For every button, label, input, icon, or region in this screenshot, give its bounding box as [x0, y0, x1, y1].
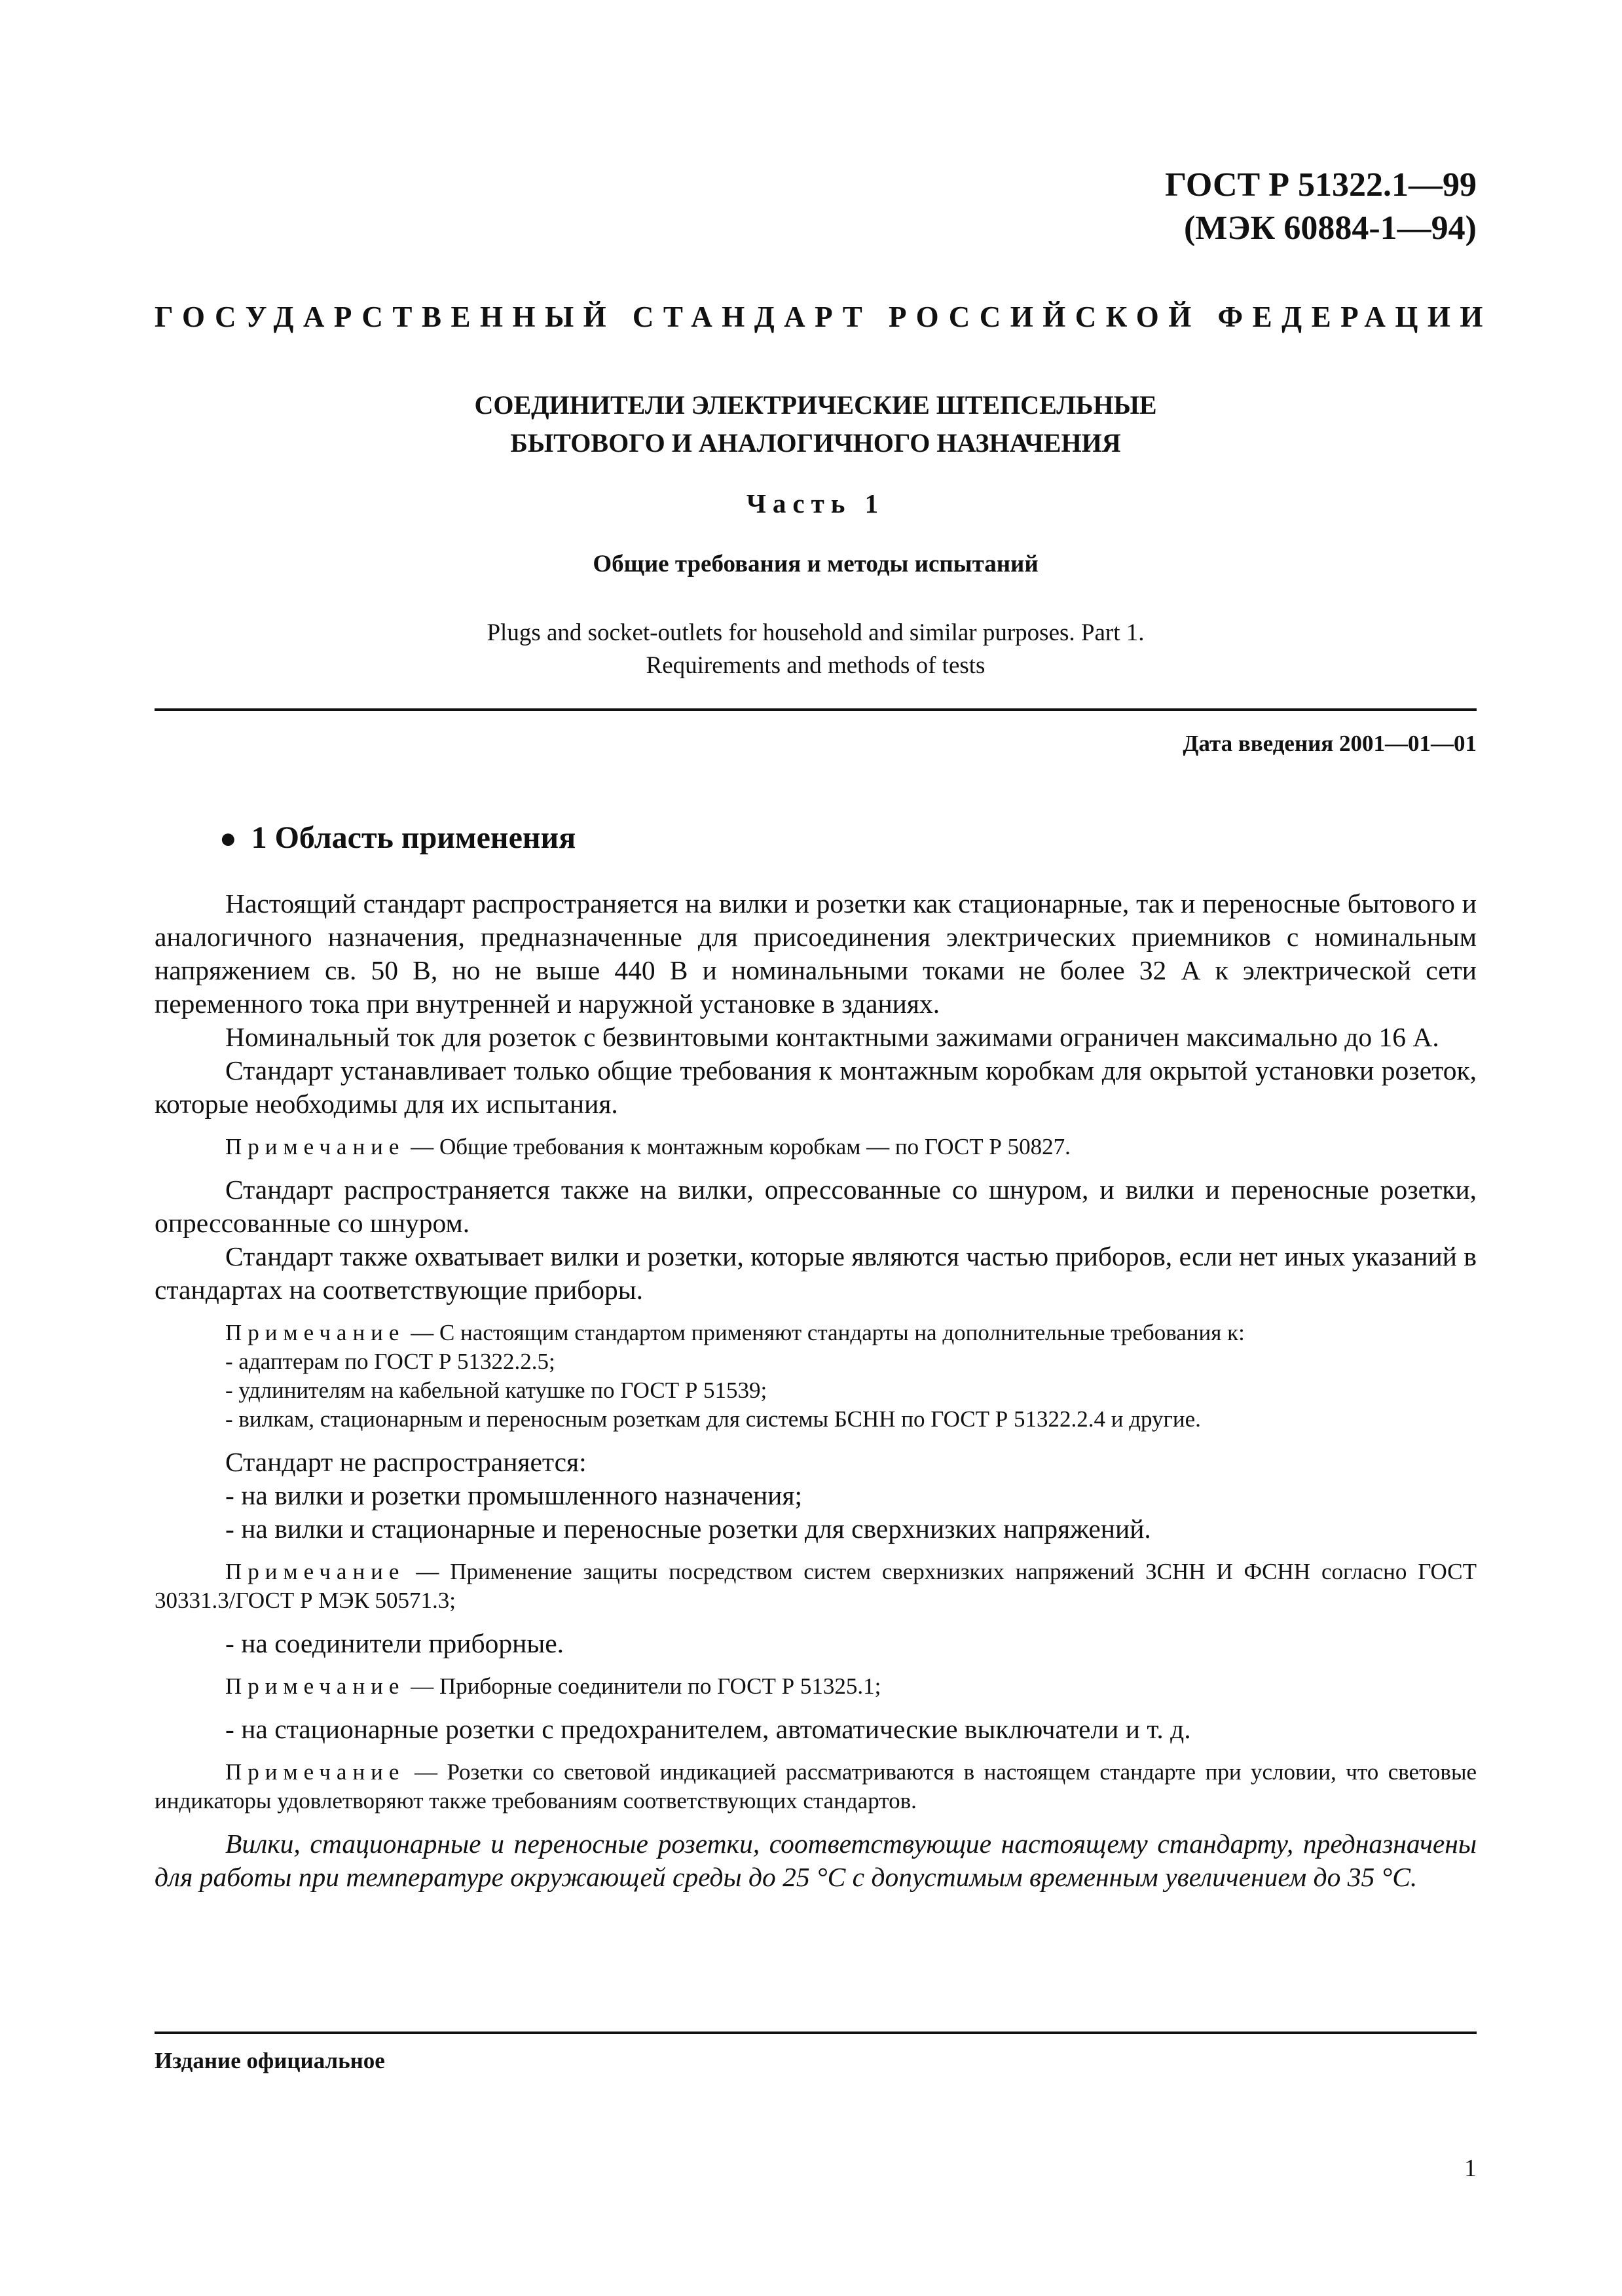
english-title: [155, 617, 1477, 682]
section-heading: [219, 820, 576, 856]
exclusion-item: - на вилки и розетки промышленного назначения;: [225, 1480, 802, 1510]
english-title-line-2: Requirements and methods of tests: [646, 652, 986, 679]
paragraph-mounting-boxes: Стандарт устанавливает только общие требования к монтажным коробкам для окрытой установки розеток, которые необходимы для их испытания.: [155, 1055, 1477, 1119]
gost-number-block: [1165, 164, 1477, 250]
bottom-divider: [155, 2032, 1477, 2034]
exclusion-item: - на стационарные розетки с предохранителем, автоматические выключатели и т. д.: [225, 1714, 1191, 1744]
document-title: [155, 386, 1477, 462]
note-2-item: - вилкам, стационарным и переносным розеткам для системы БСНН по ГОСТ Р 51322.2.4 и другие.: [225, 1406, 1201, 1432]
paragraph-not-applicable: Стандарт не распространяется:: [225, 1447, 587, 1477]
note-label: Примечание: [225, 1320, 405, 1345]
note-2-text: — С настоящим стандартом применяют стандарты на дополнительные требования к:: [405, 1320, 1245, 1345]
section-body: [155, 887, 1477, 1894]
title-line-2: БЫТОВОГО И АНАЛОГИЧНОГО НАЗНАЧЕНИЯ: [510, 428, 1121, 458]
introduction-date: Дата введения 2001—01—01: [1183, 731, 1477, 756]
note-label: Примечание: [225, 1559, 405, 1584]
top-divider: [155, 708, 1477, 711]
section-heading-text: 1 Область применения: [251, 820, 576, 855]
note-1-text: — Общие требования к монтажным коробкам — по ГОСТ Р 50827.: [405, 1134, 1071, 1159]
title-line-1: СОЕДИНИТЕЛИ ЭЛЕКТРИЧЕСКИЕ ШТЕПСЕЛЬНЫЕ: [474, 390, 1157, 420]
exclusion-item: - на соединители приборные.: [225, 1628, 564, 1658]
edition-label: Издание официальное: [155, 2048, 385, 2073]
note-5-text: — Розетки со световой индикацией рассматриваются в настоящем стандарте при условии, что световые индикаторы удовлетворяют также требованиям соответствующих стандартов.: [155, 1759, 1477, 1813]
paragraph-temperature: Вилки, стационарные и переносные розетки, соответствующие настоящему стандарту, предназначены для работы при температуре окружающей среды до 25 °С с допустимым временным увеличением до 35 °С.: [155, 1829, 1477, 1892]
note-5: [155, 1758, 1477, 1815]
english-title-line-1: Plugs and socket-outlets for household and similar purposes. Part 1.: [487, 619, 1145, 646]
part-label: Часть 1: [746, 488, 885, 519]
note-4-text: — Приборные соединители по ГОСТ Р 51325.1;: [405, 1673, 881, 1699]
note-2-item: - адаптерам по ГОСТ Р 51322.2.5;: [225, 1349, 555, 1374]
state-standard-heading: ГОСУДАРСТВЕННЫЙ СТАНДАРТ РОССИЙСКОЙ ФЕДЕРАЦИИ: [155, 301, 1492, 333]
note-2-item: - удлинителям на кабельной катушке по ГОСТ Р 51539;: [225, 1377, 767, 1403]
note-label: Примечание: [225, 1759, 405, 1785]
note-3: [155, 1558, 1477, 1615]
paragraph-cord-sets: Стандарт распространяется также на вилки, опрессованные со шнуром, и вилки и переносные розетки, опрессованные со шнуром.: [155, 1175, 1477, 1238]
note-1: [155, 1133, 1477, 1161]
note-2: [155, 1319, 1477, 1347]
note-3-text: — Применение защиты посредством систем сверхнизких напряжений ЗСНН И ФСНН согласно ГОСТ 30331.3/ГОСТ Р МЭК 50571.3;: [155, 1559, 1477, 1613]
bullet-icon: ●: [219, 822, 237, 854]
iec-number: (МЭК 60884-1—94): [1183, 210, 1477, 247]
note-label: Примечание: [225, 1134, 405, 1159]
document-subtitle: Общие требования и методы испытаний: [593, 551, 1039, 577]
exclusion-item: - на вилки и стационарные и переносные розетки для сверхнизких напряжений.: [225, 1514, 1151, 1544]
page-number: 1: [1464, 2155, 1477, 2182]
paragraph-scope: Настоящий стандарт распространяется на вилки и розетки как стационарные, так и переносные бытового и аналогичного назначения, предназначенные для присоединения электрических приемников с номинальным напряжением св. 50 В, но не выше 440 В и номинальными токами не более 32 А к электрической сети переменного тока при внутренней и наружной установке в зданиях.: [155, 888, 1477, 1019]
note-4: [155, 1672, 1477, 1701]
paragraph-appliance-parts: Стандарт также охватывает вилки и розетки, которые являются частью приборов, если нет иных указаний в стандартах на соответствующие приборы.: [155, 1241, 1477, 1305]
note-label: Примечание: [225, 1673, 405, 1699]
gost-number: ГОСТ Р 51322.1—99: [1165, 166, 1477, 204]
paragraph-rated-current: Номинальный ток для розеток с безвинтовыми контактными зажимами ограничен максимально до 16 А.: [225, 1022, 1439, 1052]
